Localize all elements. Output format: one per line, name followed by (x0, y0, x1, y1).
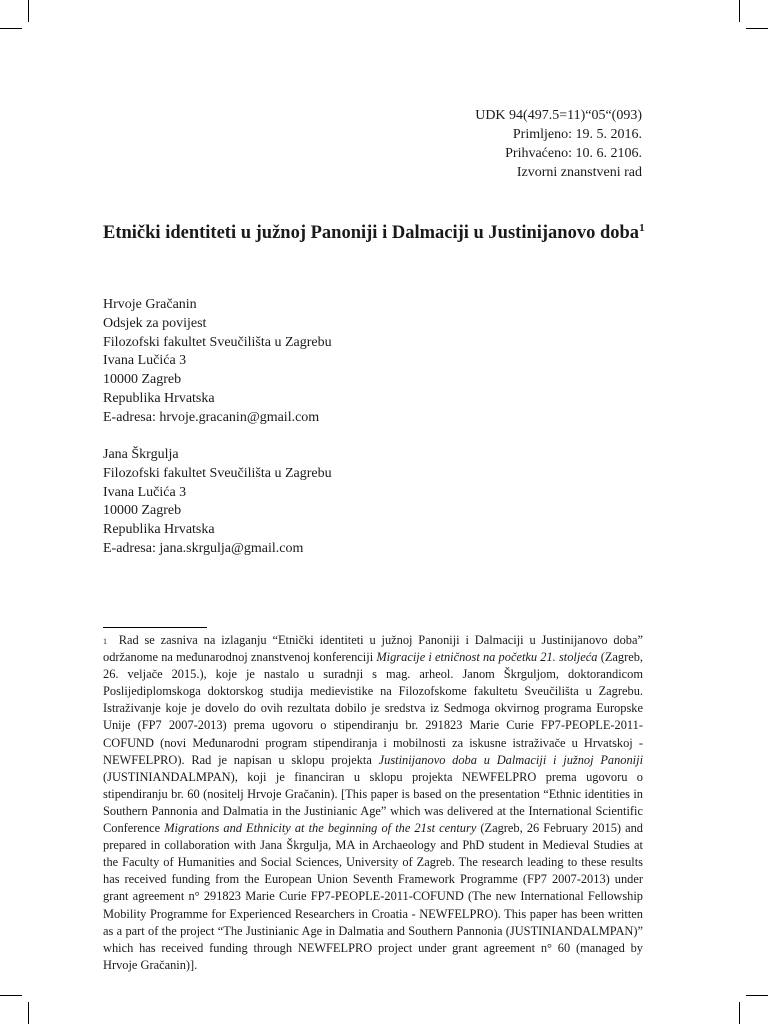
footnote-text: (JUSTINIANDALMPAN), koji je financiran u sklopu projekta NEWFELPRO prema ugovoru o stipendiranju br. 60 (nositelj Hrvoje Gračanin). [This paper is based on the presentation “Ethnic identities in Southern Pannonia and Dalmatia in the Justinianic Age” which was delivered at the International Scientific Conference (103, 769, 643, 836)
author-name: Jana Škrgulja (103, 447, 179, 462)
crop-mark (746, 28, 768, 29)
footnote-italic-title: Migrations and Ethnicity at the beginning of the 21st century (164, 821, 477, 836)
author-street: Ivana Lučića 3 (103, 353, 187, 369)
author-faculty: Filozofski fakultet Sveučilišta u Zagrebu (103, 465, 332, 481)
footnote-italic-title: Justinijanovo doba u Dalmaciji i južnoj Panoniji (378, 752, 644, 767)
footnote-italic-title: Migracije i etničnost na početku 21. stoljeća (376, 650, 598, 665)
crop-mark (739, 0, 740, 22)
accepted-date: Prihvaćeno: 10. 6. 2106. (505, 146, 642, 161)
article-metadata (475, 106, 642, 182)
title-footnote-mark: 1 (639, 222, 645, 234)
author-faculty: Filozofski fakultet Sveučilišta u Zagrebu (103, 334, 332, 350)
crop-mark (0, 28, 22, 29)
author-street: Ivana Lučića 3 (103, 484, 187, 500)
crop-mark (28, 0, 29, 22)
article-type: Izvorni znanstveni rad (516, 165, 642, 180)
author-email: E-adresa: hrvoje.gracanin@gmail.com (103, 409, 320, 425)
author-city: 10000 Zagreb (103, 503, 182, 519)
article-title-text: Etnički identiteti u južnoj Panoniji i Dalmaciji u Justinijanovo doba (103, 223, 640, 244)
author-city: 10000 Zagreb (103, 372, 182, 388)
crop-mark (746, 995, 768, 996)
footnote-text: Rad se zasniva na izlaganju “Etnički identiteti u južnoj Panoniji i Dalmaciji u Justinijanovo doba” održanome na međunarodnoj znanstvenoj konferenciji (103, 633, 643, 665)
received-date: Primljeno: 19. 5. 2016. (512, 127, 642, 142)
author-department: Odsjek za povijest (103, 315, 207, 331)
author-email: E-adresa: jana.skrgulja@gmail.com (103, 540, 304, 556)
article-title (103, 215, 663, 246)
author-country: Republika Hrvatska (103, 390, 215, 406)
footnote-1 (103, 632, 643, 974)
udk-code: UDK 94(497.5=11)“05“(093) (475, 108, 642, 123)
crop-mark (0, 995, 22, 996)
footnote-mark: 1 (103, 637, 107, 646)
footnote-text: (Zagreb, 26. veljače 2015.), koje je nastalo u suradnji s mag. arheol. Janom Škrguljom, doktorandicom Poslijediplomskoga doktorskog studija medievistike na Filozofskome fakultetu Sveučilišta u Zagrebu. Istraživanje koje je dovelo do ovih rezultata dobilo je sredstva iz Sedmoga okvirnog programa Europske Unije (FP7 2007-2013) prema ugovoru o stipendiranju br. 291823 Marie Curie FP7-PEOPLE-2011-COFUND (novi Međunarodni program stipendiranja i mobilnosti za iskusne istraživače u Hrvatskoj - NEWFELPRO). Rad je napisan u sklopu projekta (103, 650, 644, 767)
author-block-2 (103, 446, 332, 559)
footnote-text: (Zagreb, 26 February 2015) and prepared in collaboration with Jana Škrgulja, MA in Archaeology and PhD student in Medieval Studies at the Faculty of Humanities and Social Sciences, University of Zagreb. The research leading to these results has received funding from the European Union Seventh Framework Programme (FP7 2007-2013) under grant agreement n° 291823 Marie Curie FP7-PEOPLE-2011-COFUND (The new International Fellowship Mobility Programme for Experienced Researchers in Croatia - NEWFELPRO). This paper has been written as a part of the project “The Justinianic Age in Dalmatia and Southern Pannonia (JUSTINIANDALMPAN)” which has received funding through NEWFELPRO project under grant agreement n° 60 (managed by Hrvoje Gračanin)]. (103, 821, 644, 972)
author-country: Republika Hrvatska (103, 522, 215, 538)
crop-mark (28, 1002, 29, 1024)
author-name: Hrvoje Gračanin (103, 297, 197, 312)
footnote-rule (103, 627, 207, 628)
crop-mark (739, 1002, 740, 1024)
author-block-1 (103, 296, 332, 428)
